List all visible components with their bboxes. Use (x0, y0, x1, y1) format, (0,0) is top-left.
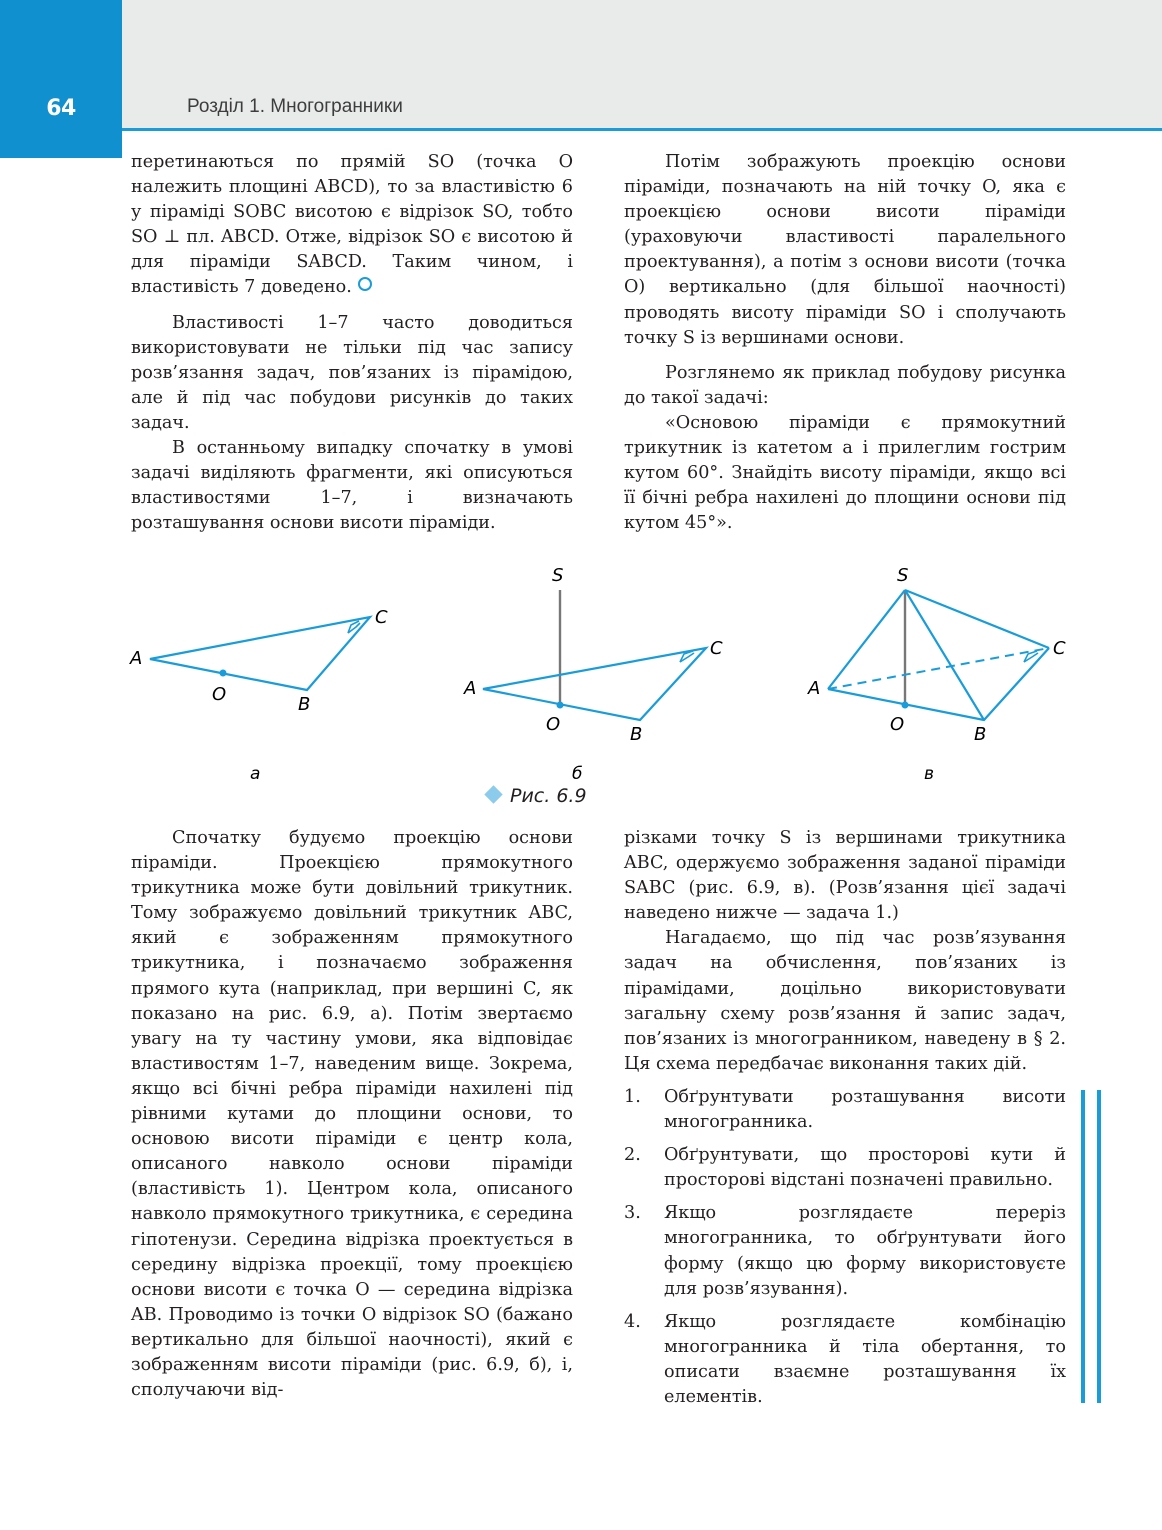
paragraph: Властивості 1–7 часто доводиться використовувати не тільки під час запису розв’язання задач, пов’язаних із пірамідою, але й під час побудови рисунків до таких задач. (131, 312, 573, 433)
base-edges (828, 648, 1049, 720)
vertex-label-b: B (298, 694, 311, 715)
point-o (220, 670, 227, 677)
vertex-label-c: C (1053, 638, 1066, 659)
vertex-label-b: B (974, 724, 987, 745)
vertex-label-o: O (546, 714, 561, 735)
diamond-bullet-icon (484, 785, 502, 803)
list-item-text: Обґрунтувати розташування висоти многогранника. (664, 1086, 1066, 1133)
hidden-edge-ac (828, 648, 1049, 689)
list-item-text: Якщо розглядаєте переріз многогранника, то обґрунтувати його форму (якщо цю форму використовуєте для розв’язування). (664, 1203, 1066, 1299)
text-column-1 (131, 150, 573, 536)
triangle-abc (150, 617, 370, 690)
page-number-box (0, 0, 122, 158)
vertex-label-b: B (630, 724, 643, 745)
vertex-label-s: S (897, 565, 909, 586)
figure-caption (487, 785, 587, 807)
lateral-edge-sc (905, 590, 1049, 648)
list-item (624, 1201, 1066, 1301)
problem-statement: «Основою піраміди є прямокутний трикутник із катетом a і прилеглим гострим кутом 60°. Знайдіть висоту піраміди, якщо всі її бічні ребра нахилені до площини основи під кутом 45°». (624, 412, 1066, 534)
figure-6-9 (0, 555, 1162, 815)
list-item (624, 1143, 1066, 1193)
header-band (0, 0, 1162, 128)
page-number: 64 (46, 96, 76, 121)
text-column-2 (624, 150, 1066, 536)
panel-label-a: а (250, 764, 261, 784)
margin-bar-left (1081, 1090, 1085, 1403)
triangle-abc (483, 648, 706, 720)
panel-b (463, 565, 723, 784)
lateral-edge-sb (905, 590, 984, 720)
panel-v (807, 565, 1066, 784)
text-column-4 (624, 826, 1066, 1418)
paragraph: різками точку S із вершинами трикутника ABC, одержуємо зображення заданої піраміди SABC (рис. 6.9, в). (Розв’язання цієї задачі наведено нижче — задача 1.) (624, 828, 1066, 924)
vertex-label-s: S (552, 565, 564, 586)
list-item-number: 2. (624, 1145, 641, 1166)
paragraph: Нагадаємо, що під час розв’язування задач на обчислення, пов’язаних із пірамідами, доцільно використовувати загальну схему розв’язання й запис задач, пов’язаних із многогранником, наведену в § 2. Ця схема передбачає виконання таких дій. (624, 928, 1066, 1074)
steps-list (624, 1085, 1066, 1410)
vertex-label-a: A (808, 678, 821, 699)
running-title: Розділ 1. Многогранники (187, 96, 403, 117)
panel-a (129, 607, 388, 784)
paragraph: Розглянемо як приклад побудову рисунка до такої задачі: (624, 362, 1066, 408)
vertex-label-a: A (464, 678, 477, 699)
figure-drawing (0, 555, 1162, 815)
paragraph (131, 150, 573, 301)
panel-label-v: в (924, 764, 935, 784)
list-item-number: 4. (624, 1311, 641, 1332)
vertex-label-a: A (130, 648, 143, 669)
figure-caption-text: Рис. 6.9 (510, 785, 587, 807)
list-item (624, 1085, 1066, 1135)
vertex-label-c: C (375, 607, 388, 628)
lateral-edge-sa (828, 590, 905, 689)
list-item-number: 1. (624, 1086, 641, 1107)
end-of-proof-circle-icon (358, 277, 372, 291)
point-o (902, 702, 909, 709)
paragraph-text: перетинаються по прямій SO (точка O належить площині ABCD), то за властивістю 6 у піраміді SOBC висотою є відрізок SO, тобто SO ⊥ пл. ABCD. Отже, відрізок SO є висотою й для піраміди SABCD. Таким чином, і властивість 7 доведено. (131, 152, 573, 298)
point-o (557, 702, 564, 709)
vertex-label-o: O (890, 714, 905, 735)
list-item-text: Якщо розглядаєте комбінацію многогранника й тіла обертання, то описати взаємне розташування їх елементів. (664, 1311, 1066, 1407)
text-column-3 (131, 826, 573, 1403)
margin-bar-right (1097, 1090, 1101, 1403)
header-rule (122, 128, 1162, 131)
paragraph: Потім зображують проекцію основи піраміди, позначають на ній точку O, яка є проекцією основи висоти піраміди (ураховуючи властивості паралельного проектування), а потім з основи висоти (точка O) вертикально (для більшої наочності) проводять висоту піраміди SO і сполучають точку S із вершинами основи. (624, 152, 1066, 348)
panel-label-b: б (572, 764, 583, 784)
list-item-number: 3. (624, 1203, 641, 1224)
list-item-text: Обґрунтувати, що просторові кути й просторові відстані позначені правильно. (664, 1145, 1066, 1191)
paragraph: Спочатку будуємо проекцію основи піраміди. Проекцією прямокутного трикутника може бути довільний трикутник. Тому зображуємо довільний трикутник ABC, який є зображенням прямокутного трикутника, і позначаємо зображення прямого кута (наприклад, при вершині C, як показано на рис. 6.9, а). Потім звертаємо увагу на ту частину умови, яка відповідає властивостям 1–7, наведеним вище. Зокрема, якщо всі бічні ребра піраміди нахилені під рівними кутами до площини основи, то основою висоти піраміди є центр кола, описаного навколо основи піраміди (властивість 1). Центром кола, описаного навколо прямокутного трикутника, є середина гіпотенузи. Середина відрізка проектується в середину відрізка проекції, тому проекцією основи висоти є точка O — середина відрізка AB. Проводимо із точки O відрізок SO (бажано вертикально для більшої наочності), який є зображенням висоти піраміди (рис. 6.9, б), і, сполучаючи від- (131, 828, 573, 1401)
list-item (624, 1310, 1066, 1410)
vertex-label-o: O (212, 684, 227, 705)
paragraph: В останньому випадку спочатку в умові задачі виділяють фрагменти, які описуються властивостями 1–7, і визначають розташування основи висоти піраміди. (131, 438, 573, 534)
vertex-label-c: C (710, 638, 723, 659)
